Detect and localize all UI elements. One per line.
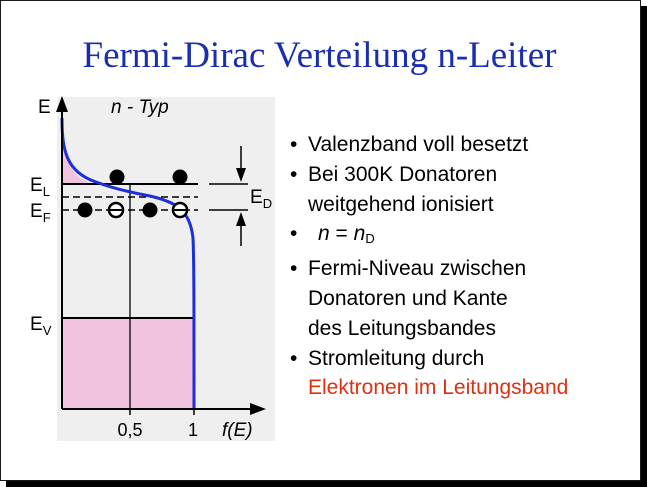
bullet-item <box>290 219 630 254</box>
formula-rhs: n <box>353 222 366 246</box>
bullet-item <box>290 254 630 343</box>
formula-lhs: n <box>318 222 330 246</box>
bullet-icon: • <box>290 133 298 156</box>
bullet-list <box>290 130 630 403</box>
donor-neutral <box>143 203 158 218</box>
bullet-item <box>290 344 630 404</box>
bullet-line: weitgehend ionisiert <box>308 192 494 216</box>
donor-neutral <box>78 203 93 218</box>
x-tick-label-0-5: 0,5 <box>117 420 143 440</box>
formula-rhs-sub: D <box>365 231 375 247</box>
label-ef: $E_F$ <box>30 201 51 225</box>
bullet-line: Stromleitung durch <box>308 346 485 370</box>
bullet-item <box>290 130 630 160</box>
type-label: n - Typ <box>111 97 169 118</box>
y-axis-label: E <box>38 97 51 118</box>
bullet-icon: • <box>290 222 298 246</box>
bullet-icon: • <box>290 257 298 281</box>
bullet-line: des Leitungsbandes <box>308 316 496 340</box>
label-el: $E_L$ <box>30 175 50 199</box>
bullet-icon: • <box>290 346 298 370</box>
valence-band <box>62 318 194 409</box>
conduction-electron <box>173 170 188 185</box>
bullet-line: Fermi-Niveau zwischen <box>308 257 527 281</box>
bullet-highlight: Elektronen im Leitungsband <box>308 376 569 400</box>
label-ed: $E_D$ <box>250 187 273 211</box>
bullet-formula <box>308 219 630 254</box>
bullet-icon: • <box>290 162 298 186</box>
bullet-line: Donatoren und Kante <box>308 286 508 310</box>
slide-title: Fermi-Dirac Verteilung n-Leiter <box>82 35 557 76</box>
x-axis-label: f(E) <box>222 420 253 441</box>
bullet-line: Valenzband voll besetzt <box>308 133 529 156</box>
conduction-electron <box>110 170 125 185</box>
label-ev: $E_V$ <box>30 314 52 338</box>
bullet-item <box>290 160 630 220</box>
x-tick-label-1: 1 <box>187 420 199 440</box>
formula-eq: = <box>329 222 354 246</box>
bullet-line: Bei 300K Donatoren <box>308 162 498 186</box>
